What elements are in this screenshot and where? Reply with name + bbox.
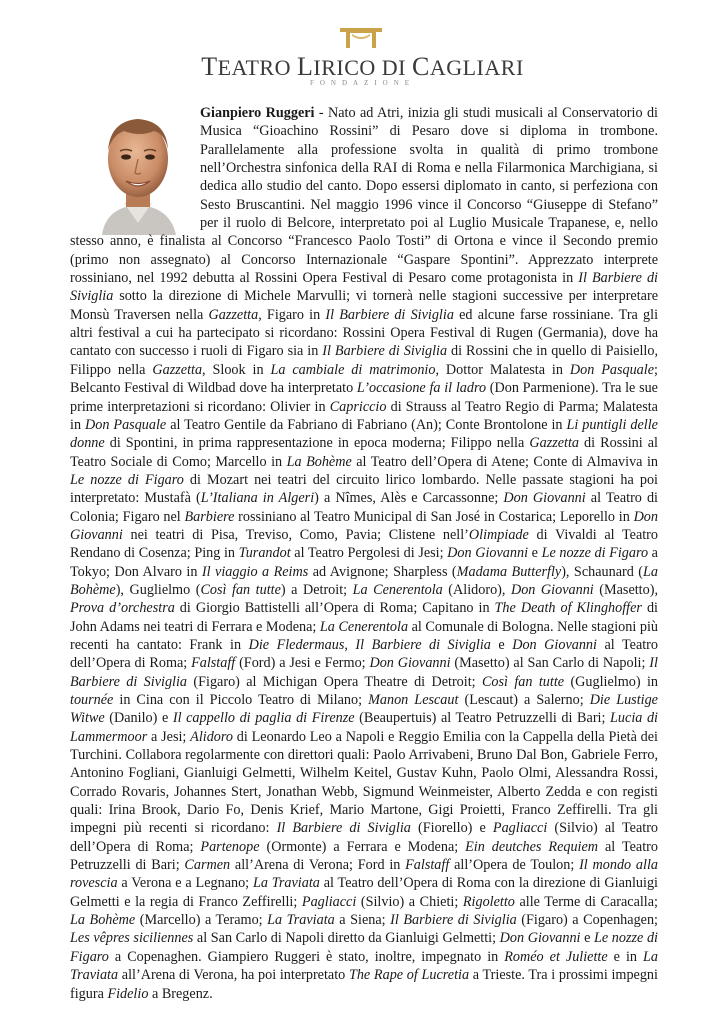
work-title: Capriccio <box>329 398 387 415</box>
work-title: Don Pasquale <box>569 361 655 378</box>
work-title: Li puntigli delle donne <box>70 416 658 452</box>
work-title: Il cappello di paglia di Firenze <box>172 710 355 727</box>
bio-text-segment: (Figaro) al Michigan Opera Theatre di Detroit; <box>187 673 482 690</box>
bio-text-segment: a Jesi; <box>147 728 191 745</box>
bio-text-segment: ed alcune farse rossiniane. Tra gli altri festival a cui ha partecipato si ricordano: Rossini Opera Festival di Rugen (Germania), dove ha cantato con successo i ruoli di Figaro sia in <box>70 306 659 360</box>
work-title: La Bohème <box>70 912 136 929</box>
bio-text-segment: (Don Parmenione). Tra le sue prime interpretazioni si ricordano: Olivier in <box>70 380 658 415</box>
biography-paragraph <box>70 104 658 1003</box>
work-title: Olimpiade <box>468 526 529 543</box>
work-title: Die Fledermaus <box>248 636 345 653</box>
work-title: Barbiere <box>184 508 235 525</box>
work-title: Il Barbiere di Siviglia <box>70 270 658 305</box>
bio-text-segment: e <box>528 545 542 562</box>
work-title: Il Barbiere di Siviglia <box>390 912 517 929</box>
work-title: Così fan tutte <box>200 581 281 598</box>
work-title: Die Lustige Witwe <box>70 692 658 727</box>
bio-text-segment: al Teatro di Colonia; Figaro nel <box>70 490 659 525</box>
bio-text-segment: (Marcello) a Teramo; <box>135 912 268 929</box>
work-title: Turandot <box>238 545 291 562</box>
bio-text-segment: rossiniano al Teatro Municipal di San José in Costarica; Leporello in <box>234 508 634 525</box>
work-title: Lucia di Lammermoor <box>70 710 658 745</box>
bio-text-segment: ) a Detroit; <box>280 581 353 598</box>
work-title: Don Giovanni <box>369 655 451 672</box>
work-title: Pagliacci <box>492 820 548 837</box>
work-title: Ein deutches Requiem <box>465 838 599 855</box>
work-title: The Rape of Lucretia <box>348 967 470 984</box>
work-title: La Cenerentola <box>319 618 409 635</box>
bio-text-segment: (Ford) a Jesi e Fermo; <box>235 655 370 672</box>
work-title: Le nozze di Figaro <box>541 545 649 562</box>
work-title: La Bohème <box>286 453 352 470</box>
singer-name: Gianpiero Ruggeri <box>200 105 315 121</box>
bio-text-segment: (Masetto), <box>593 581 658 598</box>
work-title: Don Giovanni <box>512 636 597 653</box>
work-title: Don Giovanni <box>503 490 586 507</box>
bio-text-segment: a Tokyo; Don Alvaro in <box>70 545 658 580</box>
bio-text-segment: a Verona e a Legnano; <box>117 875 253 892</box>
work-title: La Traviata <box>252 875 320 892</box>
work-title: Il Barbiere di Siviglia <box>355 636 491 653</box>
bio-text-segment: al Teatro Petruzzelli di Bari; <box>70 838 658 874</box>
bio-text-segment: e in <box>607 948 644 965</box>
bio-text-segment: di Spontini, in prima rappresentazione in epoca moderna; Filippo nella <box>104 435 530 452</box>
bio-text-segment: (Silvio) al Teatro dell’Opera di Roma; <box>70 820 659 855</box>
theatre-subtitle: FONDAZIONE <box>309 79 416 87</box>
work-title: Don Giovanni <box>510 581 594 598</box>
work-title: Falstaff <box>405 857 450 874</box>
bio-text-segment: al San Carlo di Napoli diretto da Gianluigi Gelmetti; <box>193 930 500 947</box>
work-title: Gazzetta <box>208 306 259 323</box>
work-title: tournée <box>70 692 114 708</box>
bio-text-segment: a Copenaghen. Giampiero Ruggeri è stato, inoltre, impegnato in <box>108 948 505 965</box>
work-title: L’occasione fa il ladro <box>356 380 487 397</box>
bio-text-segment: (Figaro) a Copenhagen; <box>516 912 658 929</box>
work-title: Don Giovanni <box>70 508 658 543</box>
bio-text-segment: (Guglielmo) in <box>564 673 658 690</box>
work-title: Fidelio <box>107 985 149 1002</box>
work-title: L’Italiana in Algeri <box>200 490 315 507</box>
bio-text-segment: (Masetto) al San Carlo di Napoli; <box>450 655 650 672</box>
bio-text-segment: (Alidoro), <box>442 581 511 598</box>
bio-text-segment: a Trieste. Tra i prossimi impegni figura <box>70 967 658 1002</box>
work-title: Il mondo alla rovescia <box>70 857 658 892</box>
work-title: Le nozze di Figaro <box>70 930 658 965</box>
work-title: Falstaff <box>191 655 236 672</box>
bio-text-segment: ad Avignone; Sharpless ( <box>308 563 457 580</box>
work-title: Gazzetta <box>152 361 203 378</box>
bio-text-segment: , Slook in <box>202 361 271 378</box>
work-title: Roméo et Juliette <box>504 948 608 965</box>
work-title: Il Barbiere di Siviglia <box>70 655 658 690</box>
work-title: Don Giovanni <box>499 930 581 947</box>
bio-text-segment: in Cina con il Piccolo Teatro di Milano; <box>113 692 369 708</box>
work-title: La Bohème <box>70 563 658 598</box>
work-title: La Traviata <box>267 912 335 929</box>
bio-text-segment: (Danilo) e <box>104 710 173 727</box>
work-title: Manon Lescaut <box>368 692 459 708</box>
bio-text-segment: di Giorgio Battistelli all’Opera di Roma; Capitano in <box>174 600 495 617</box>
work-title: The Death of Klinghoffer <box>494 600 642 617</box>
bio-text-segment: ) a Nîmes, Alès e Carcassonne; <box>314 490 504 507</box>
bio-text-segment: (Silvio) a Chieti; <box>356 893 463 910</box>
bio-text-segment: a Siena; <box>334 912 391 929</box>
bio-text-segment: (Beaupertuis) al Teatro Petruzzelli di Bari; <box>354 710 611 727</box>
work-title: La Cenerentola <box>352 581 443 598</box>
bio-text-segment: al Teatro dell’Opera di Roma; <box>70 636 658 672</box>
work-title: Alidoro <box>190 728 233 745</box>
work-title: Prova d’orchestra <box>70 600 175 617</box>
work-title: Il Barbiere di Siviglia <box>325 306 454 323</box>
work-title: Don Giovanni <box>447 545 529 562</box>
bio-text-segment: a Bregenz. <box>148 985 213 1002</box>
bio-text-segment: e <box>580 930 595 947</box>
work-title: Madama Butterfly <box>456 563 562 580</box>
bio-text-segment: - Nato ad Atri, inizia gli studi musicali al Conservatorio di Musica “Gioachino Rossini” di Pesaro dove si diploma in trombone. Parallelamente alla professione svolta in qualità di primo trombone nell’Orchestra sinfonica della RAI di Roma e nella Filarmonica Marchigiana, si dedica allo studio del canto. Dopo essersi diplomato in canto, si perfeziona con Sesto Bruscantini. Nel maggio 1996 vince il Concorso “Giuseppe di Stefano” per il ruolo di Belcore, interpretato poi al Luglio Musicale Trapanese, e, nello stesso anno, è finalista al Concorso “Francesco Paolo Tosti” di Ortona e vince il Secondo premio (primo non assegnato) al Concorso Internazionale “Gaspare Spontini”. Apprezzato interprete rossiniano, nel 1992 debutta al Rossini Opera Festival di Pesaro come protagonista in <box>70 105 658 287</box>
theatre-logo-icon <box>336 24 386 50</box>
bio-text-segment: al Teatro Gentile da Fabriano di Fabriano (An); Conte Brontolone in <box>166 416 567 433</box>
bio-text-segment: di Leonardo Leo a Napoli e Reggio Emilia con la Cappella della Pietà dei Turchini. Collabora regolarmente con direttori quali: Paolo Arrivabeni, Bruno Dal Bon, Gabriele Ferro, Antonino Fogliani, Gianluigi Gelmetti, Wilhelm Keitel, Gustav Kuhn, Paolo Olmi, Alessandra Rossi, Corrado Rovaris, Johannes Stert, Jonathan Webb, Sigmund Weinmeister, Alberto Zedda e con registi quali: Irina Brook, Dario Fo, Denis Krief, Mario Martone, Gigi Proietti, Franco Zeffirelli. Tra gli impegni più recenti si ricordano: <box>70 728 658 837</box>
bio-text-segment: ), Schaunard ( <box>561 563 643 580</box>
work-title: La cambiale di matrimonio <box>270 361 436 378</box>
bio-text-segment: al Teatro Pergolesi di Jesi; <box>290 545 448 562</box>
work-title: Partenope <box>200 838 260 855</box>
bio-text-segment: sotto la direzione di Michele Marvulli; vi tornerà nelle stagioni successive per interpretare Monsù Traversen nella <box>70 288 658 323</box>
work-title: Don Pasquale <box>85 416 167 433</box>
bio-text-segment: , Figaro in <box>258 306 326 323</box>
biography-text <box>70 104 658 1003</box>
work-title: Les vêpres siciliennes <box>70 930 194 947</box>
bio-text-segment: nei teatri di Pisa, Treviso, Como, Pavia; Clistene nell’ <box>122 526 469 543</box>
bio-text-segment: di Vivaldi al Teatro Rendano di Cosenza; Ping in <box>70 526 658 562</box>
work-title: Così fan tutte <box>481 673 565 690</box>
work-title: La Traviata <box>70 948 658 984</box>
bio-text-segment: al Teatro dell’Opera di Roma con la direzione di Gianluigi Gelmetti e la regia di Franco Zeffirelli; <box>70 875 658 910</box>
work-title: Pagliacci <box>301 893 357 910</box>
bio-text-segment: , Dottor Malatesta in <box>435 361 570 378</box>
bio-text-segment: al Comunale di Bologna. Nelle stagioni più recenti ha cantato: Frank in <box>70 618 658 653</box>
bio-text-segment: di John Adams nei teatri di Ferrara e Modena; <box>70 600 658 635</box>
bio-text-segment: all’Arena di Verona; Ford in <box>230 857 406 874</box>
bio-text-segment: (Fiorello) e <box>410 820 493 837</box>
work-title: Le nozze di Figaro <box>70 471 184 488</box>
bio-text-segment: di Rossini al Teatro Sociale di Como; Marcello in <box>70 435 659 470</box>
bio-text-segment: di Mozart nei teatri del circuito lirico lombardo. Nelle passate stagioni ha poi interpretato: Mustafà ( <box>70 471 658 507</box>
bio-text-segment: di Strauss al Teatro Regio di Parma; Malatesta in <box>70 398 658 433</box>
theatre-title: TEATRO LIRICO DI CAGLIARI <box>201 52 524 81</box>
bio-text-segment: ; Belcanto Festival di Wildbad dove ha interpretato <box>70 361 658 397</box>
work-title: Il Barbiere di Siviglia <box>276 820 411 837</box>
work-title: Carmen <box>184 857 231 874</box>
bio-text-segment: all’Arena di Verona, ha poi interpretato <box>118 967 349 984</box>
bio-text-segment: al Teatro dell’Opera di Atene; Conte di Almaviva in <box>351 453 658 470</box>
work-title: Gazzetta <box>529 435 580 452</box>
bio-text-segment: all’Opera de Toulon; <box>449 857 580 874</box>
bio-text-segment: di Rossini che in quello di Paisiello, Filippo nella <box>70 343 659 378</box>
work-title: Il Barbiere di Siviglia <box>322 343 448 360</box>
work-title: Il viaggio a Reims <box>201 563 309 580</box>
bio-text-segment: (Ormonte) a Ferrara e Modena; <box>259 838 466 855</box>
bio-text-segment: e <box>490 636 513 653</box>
bio-text-segment: ), Guglielmo ( <box>115 581 201 598</box>
bio-text-segment: (Lescaut) a Salerno; <box>458 692 590 708</box>
bio-text-segment: alle Terme di Caracalla; <box>514 893 658 910</box>
work-title: Rigoletto <box>462 893 515 910</box>
bio-text-segment: , <box>344 636 356 653</box>
